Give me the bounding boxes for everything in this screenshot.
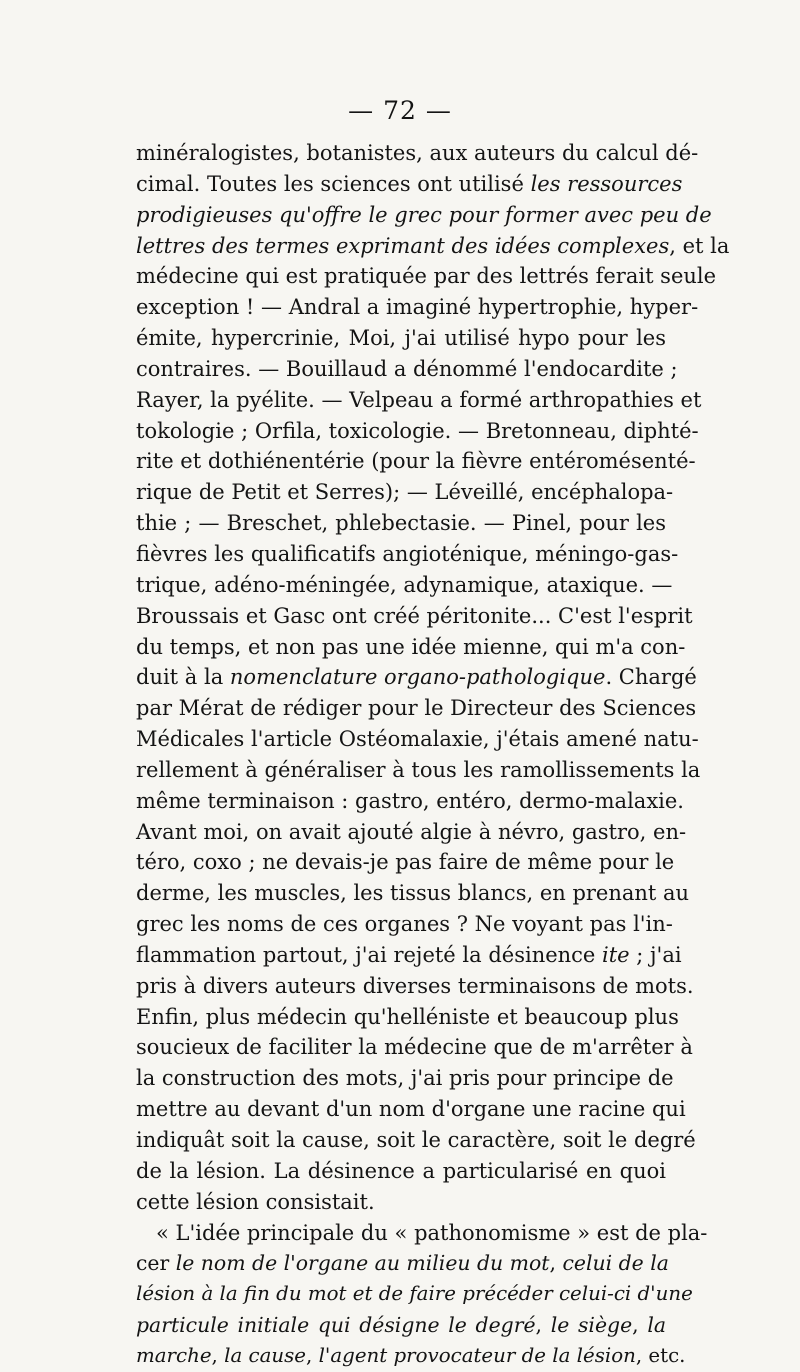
text-line (136, 693, 697, 724)
text-line (136, 847, 675, 878)
text-segment: rellement à généraliser à tous les ramollissements la (136, 757, 701, 782)
body-text (136, 138, 730, 1372)
text-line (136, 416, 699, 447)
text-line (136, 817, 687, 848)
italic-text: prodigieuses qu'offre le grec pour former avec peu de (136, 202, 712, 227)
text-segment: cimal. Toutes les sciences ont utilisé (136, 171, 531, 196)
text-segment: derme, les muscles, les tissus blancs, en prenant au (136, 881, 690, 906)
italic-text: la (647, 1313, 666, 1338)
text-line (136, 446, 696, 477)
text-segment: ; j'ai (629, 942, 682, 967)
italic-text: ite (602, 942, 630, 967)
text-segment: Avant moi, on avait ajouté algie à névro, gastro, en- (136, 819, 687, 844)
text-segment: grec les noms de ces organes ? Ne voyant pas l'in- (136, 912, 673, 937)
text-line (136, 1125, 696, 1156)
text-segment: rite et dothiénentérie (pour la fièvre entéromésenté- (136, 449, 696, 474)
text-segment: flammation partout, j'ai rejeté la désinence (136, 942, 603, 967)
text-line (136, 169, 683, 200)
text-segment: de la lésion. La désinence a particularisé en quoi (136, 1158, 666, 1183)
text-line (136, 231, 730, 262)
text-line (136, 570, 673, 601)
text-line (136, 1341, 686, 1372)
italic-text: lésion à la fin du mot et de faire précéder celui-ci d'une (136, 1282, 693, 1306)
text-segment: du temps, et non pas une idée mienne, qui m'a con- (136, 634, 686, 659)
text-segment: . Chargé (605, 665, 697, 690)
text-segment: contraires. — Bouillaud a dénommé l'endocardite ; (136, 356, 678, 381)
text-line (136, 354, 678, 385)
text-line (136, 971, 694, 1002)
text-line (136, 1063, 674, 1094)
text-segment: « L'idée principale du « pathonomisme » est de pla- (156, 1220, 708, 1245)
italic-text: celui de la (562, 1251, 669, 1276)
text-line (136, 1156, 666, 1187)
text-segment: , (549, 1251, 563, 1276)
italic-text: lettres des termes exprimant des idées complexes (136, 233, 670, 258)
text-segment: Broussais et Gasc ont créé péritonite... C'est l'esprit (136, 603, 693, 628)
text-segment: fièvres les qualificatifs angioténique, méningo-gas- (136, 541, 679, 566)
text-segment: indiquât soit la cause, soit le caractère, soit le degré (136, 1128, 696, 1152)
text-segment: cer (136, 1251, 176, 1276)
text-line (136, 909, 673, 940)
text-segment: , (632, 1313, 648, 1338)
text-line (136, 508, 666, 539)
text-line (136, 601, 693, 632)
text-segment: pris à divers auteurs diverses terminaisons de mots. (136, 973, 694, 998)
text-line (136, 662, 697, 693)
italic-text: marche (136, 1343, 212, 1367)
text-line (136, 1187, 666, 1218)
text-segment: , (535, 1313, 551, 1338)
text-segment: la construction des mots, j'ai pris pour principe de (136, 1066, 674, 1091)
text-line (136, 385, 702, 416)
text-line (136, 632, 686, 663)
text-line (136, 292, 699, 323)
text-segment: , et la (669, 233, 730, 258)
italic-text: le siège (550, 1313, 633, 1338)
text-segment: par Mérat de rédiger pour le Directeur des Sciences (136, 696, 697, 721)
text-line (136, 1279, 693, 1310)
text-segment: cette lésion consistait. (136, 1189, 375, 1214)
text-segment: duit à la (136, 665, 230, 690)
text-segment: téro, coxo ; ne devais-je pas faire de même pour le (136, 850, 675, 875)
text-segment: tokologie ; Orfila, toxicologie. — Bretonneau, diphté- (136, 418, 699, 443)
text-segment: mettre au devant d'un nom d'organe une racine qui (136, 1097, 686, 1122)
text-line (136, 1032, 693, 1063)
text-line (136, 477, 674, 508)
text-segment: Enfin, plus médecin qu'helléniste et beaucoup plus (136, 1004, 679, 1029)
text-line (136, 539, 679, 570)
italic-text: le nom de l'organe au milieu du mot (175, 1251, 550, 1276)
text-line (136, 1310, 666, 1341)
text-segment: thie ; — Breschet, phlebectasie. — Pinel, pour les (136, 511, 666, 536)
text-line (136, 1002, 679, 1033)
text-segment: même terminaison : gastro, entéro, dermo-malaxie. (136, 788, 684, 813)
text-segment: , (306, 1343, 319, 1367)
text-line (136, 1248, 669, 1279)
text-segment: soucieux de faciliter la médecine que de m'arrêter à (136, 1035, 693, 1060)
text-segment: Médicales l'article Ostéomalaxie, j'étais amené natu- (136, 727, 699, 752)
text-line (136, 323, 666, 354)
text-segment: rique de Petit et Serres); — Léveillé, encéphalopa- (136, 480, 674, 505)
text-segment: Rayer, la pyélite. — Velpeau a formé arthropathies et (136, 387, 702, 412)
italic-text: les ressources (530, 171, 683, 196)
text-segment: exception ! — Andral a imaginé hypertrophie, hyper- (136, 295, 699, 320)
text-line (136, 755, 701, 786)
italic-text: l'agent provocateur de la lésion (318, 1343, 636, 1367)
page-number: — 72 — (348, 96, 452, 125)
text-segment: émite, hypercrinie, Moi, j'ai utilisé hypo pour les (136, 326, 666, 351)
text-line (136, 878, 690, 909)
text-segment: trique, adéno-méningée, adynamique, ataxique. — (136, 572, 673, 597)
text-line (136, 1218, 708, 1249)
text-line (136, 200, 712, 231)
text-line (136, 940, 682, 971)
text-line (136, 724, 699, 755)
text-line (136, 138, 699, 169)
text-line (136, 1094, 686, 1125)
text-segment: médecine qui est pratiquée par des lettrés ferait seule (136, 264, 717, 289)
text-segment: , etc. (635, 1343, 686, 1367)
italic-text: particule initiale qui désigne le degré (136, 1313, 536, 1338)
italic-text: la cause (224, 1343, 307, 1367)
text-line (136, 786, 684, 817)
text-line (136, 261, 717, 292)
text-segment: , (211, 1343, 225, 1367)
text-segment: minéralogistes, botanistes, aux auteurs du calcul dé- (136, 141, 699, 165)
italic-text: nomenclature organo-pathologique (229, 665, 606, 690)
